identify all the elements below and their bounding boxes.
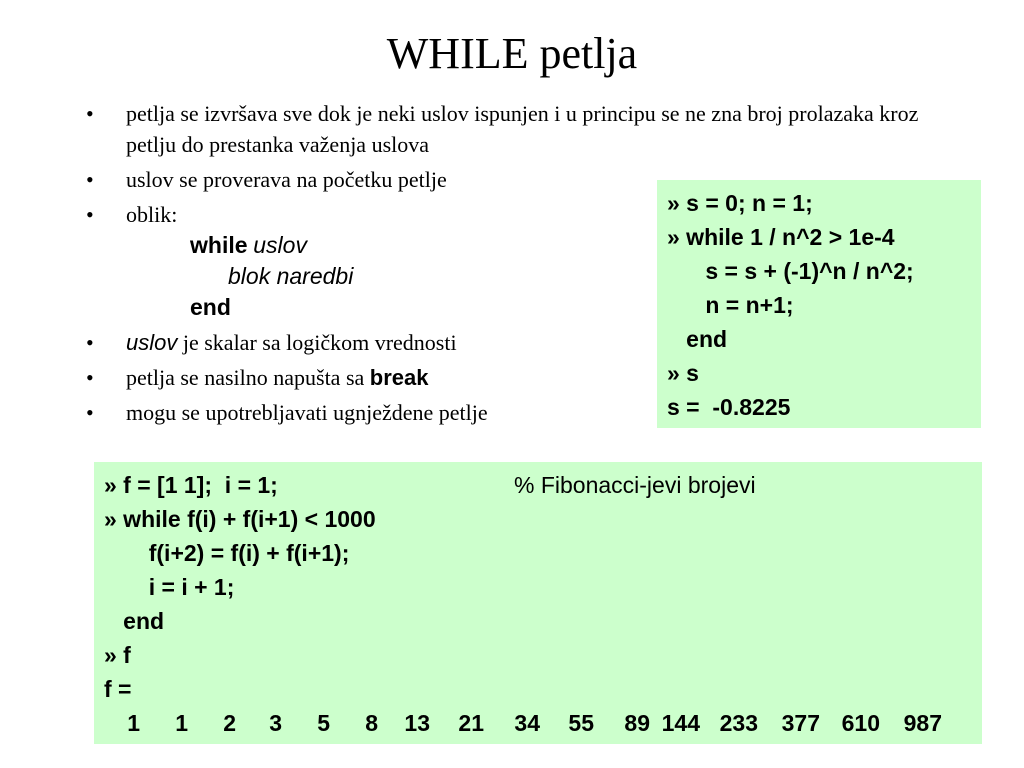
bullet-text: petlja se izvršava sve dok je neki uslov ispunjen i u principu se ne zna broj prolazaka kroz petlju do prestanka važenja uslova: [126, 101, 919, 157]
bullet-marker: •: [86, 101, 94, 126]
bullet-marker: •: [86, 400, 94, 425]
bullet-text: oblik:: [126, 202, 178, 227]
output-value: 987: [903, 710, 942, 736]
bullet-text: uslov se proverava na početku petlje: [126, 167, 447, 192]
output-value: 610: [841, 710, 880, 736]
bullet-text: mogu se upotrebljavati ugnježdene petlje: [126, 400, 488, 425]
bullet-keyword: uslov: [126, 330, 178, 355]
output-value: 1: [175, 710, 188, 736]
syntax-while-keyword: while: [190, 232, 248, 258]
code-comment: % Fibonacci-jevi brojevi: [514, 472, 756, 498]
bullet-text: petlja se nasilno napušta sa: [126, 365, 370, 390]
code-line: end: [667, 326, 728, 352]
output-value: 34: [514, 710, 540, 736]
bullet-marker: •: [86, 330, 94, 355]
code-line: » while 1 / n^2 > 1e-4: [667, 224, 895, 250]
code-line: f(i+2) = f(i) + f(i+1);: [104, 540, 350, 566]
code-line: » s = 0; n = 1;: [667, 190, 813, 216]
bullet-text: je skalar sa logičkom vrednosti: [177, 330, 457, 355]
code-line: s = -0.8225: [667, 394, 791, 420]
code-line: i = i + 1;: [104, 574, 235, 600]
bullet-keyword: break: [369, 365, 429, 390]
output-value: 21: [458, 710, 484, 736]
output-value: 233: [719, 710, 758, 736]
code-line: » while f(i) + f(i+1) < 1000: [104, 506, 376, 532]
code-example-fibonacci: [94, 462, 982, 744]
code-line: end: [104, 608, 165, 634]
output-value: 55: [568, 710, 594, 736]
bullet-marker: •: [86, 202, 94, 227]
slide-title: WHILE petlja: [386, 29, 638, 78]
bullet-item-loop-description: [80, 98, 950, 160]
code-line: » f = [1 1]; i = 1;: [104, 472, 278, 498]
bullet-marker: •: [86, 167, 94, 192]
output-value: 377: [781, 710, 820, 736]
code-line: f =: [104, 676, 132, 702]
output-value: 13: [404, 710, 430, 736]
code-line: » f: [104, 642, 131, 668]
syntax-end-keyword: end: [190, 294, 231, 320]
code-line: n = n+1;: [667, 292, 794, 318]
fibonacci-output-row: [104, 706, 972, 740]
syntax-block: blok naredbi: [228, 263, 354, 289]
code-line: s = s + (-1)^n / n^2;: [667, 258, 914, 284]
code-example-series: [657, 180, 981, 428]
bullet-marker: •: [86, 365, 94, 390]
output-value: 5: [317, 710, 330, 736]
output-value: 89: [624, 710, 650, 736]
output-value: 1: [127, 710, 140, 736]
code-line: » s: [667, 360, 699, 386]
output-value: 8: [365, 710, 378, 736]
output-value: 3: [269, 710, 282, 736]
output-value: 2: [223, 710, 236, 736]
output-value: 144: [661, 710, 700, 736]
syntax-condition: uslov: [253, 232, 307, 258]
